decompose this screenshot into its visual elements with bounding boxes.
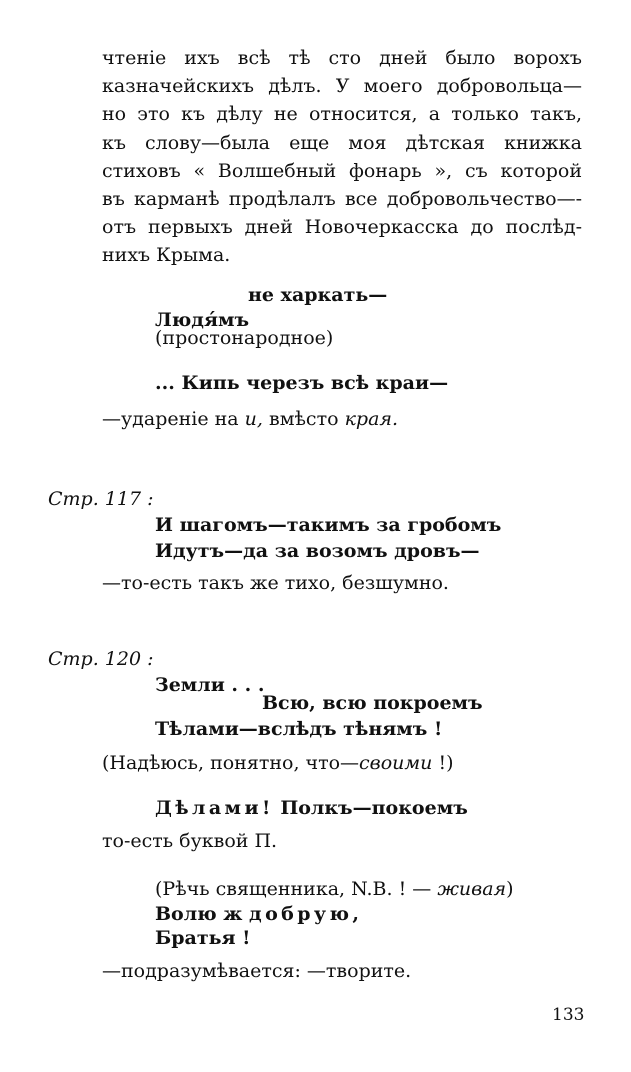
- commentary: то-есть буквой П.: [102, 830, 278, 852]
- verse-line: Земли . . .: [155, 674, 265, 696]
- verse-line: ... Кипь черезъ всѣ краи—: [155, 372, 449, 394]
- quote-emphasis: живая: [437, 878, 507, 900]
- opening-paragraph: [102, 44, 582, 270]
- section-label: Стр. 120 :: [48, 648, 154, 670]
- verse-line: Тѣлами—вслѣдъ тѣнямъ !: [155, 718, 443, 740]
- paragraph-line: нихъ Крыма.: [102, 244, 231, 267]
- verse-note: (простонародное): [155, 327, 334, 349]
- verse-line: не харкать—: [248, 284, 388, 306]
- verse-line: [155, 795, 468, 821]
- section-label: Стр. 117 :: [48, 488, 154, 510]
- commentary-text: !): [432, 752, 454, 774]
- paragraph-line: отъ первыхъ дней Новочеркасска до послѣд-: [102, 216, 582, 239]
- verse-line: [155, 901, 362, 927]
- commentary-text: (Надѣюсь, понятно, что—: [102, 752, 360, 774]
- commentary-text: вмѣсто: [262, 408, 345, 430]
- verse-line: И шагомъ—такимъ за гробомъ: [155, 514, 502, 536]
- commentary: —подразумѣвается: —творите.: [102, 960, 412, 982]
- spaced-word: Дѣлами!: [155, 797, 274, 819]
- commentary: [102, 406, 398, 432]
- verse-text: Волю ж: [155, 903, 250, 925]
- commentary-emphasis: своими: [359, 752, 433, 774]
- commentary: —то-есть такъ же тихо, безшумно.: [102, 572, 449, 594]
- verse-line: Братья !: [155, 927, 251, 949]
- verse-line: Людя́мъ: [155, 309, 250, 331]
- verse-line: Идутъ—да за возомъ дровъ—: [155, 540, 480, 562]
- paragraph-line: въ карманѣ продѣлалъ все добровольчество—-: [102, 188, 582, 211]
- paragraph-line: чтеніе ихъ всѣ тѣ сто дней было ворохъ: [102, 47, 582, 69]
- verse-line: Всю, всю покроемъ: [262, 692, 483, 714]
- page-number: 133: [552, 1005, 585, 1025]
- paragraph-line: къ слову—была еще моя дѣтская книжка: [102, 131, 582, 154]
- quote-text: ): [506, 878, 514, 900]
- spaced-word: добрую,: [249, 903, 363, 925]
- quote-note: [155, 876, 514, 902]
- paragraph-line: казначейскихъ дѣлъ. У моего добровольца—: [102, 75, 582, 98]
- commentary: [102, 750, 454, 776]
- paragraph-line: но это къ дѣлу не относится, а только такъ,: [102, 103, 582, 126]
- verse-text: Полкъ—покоемъ: [273, 797, 468, 819]
- quote-text: (Рѣчь священника, N.B. ! —: [155, 878, 438, 900]
- commentary-text: —удареніе на: [102, 408, 245, 430]
- commentary-emphasis: и,: [244, 408, 263, 430]
- paragraph-line: стиховъ « Волшебный фонарь », съ которой: [102, 159, 582, 182]
- commentary-emphasis: края.: [344, 408, 399, 430]
